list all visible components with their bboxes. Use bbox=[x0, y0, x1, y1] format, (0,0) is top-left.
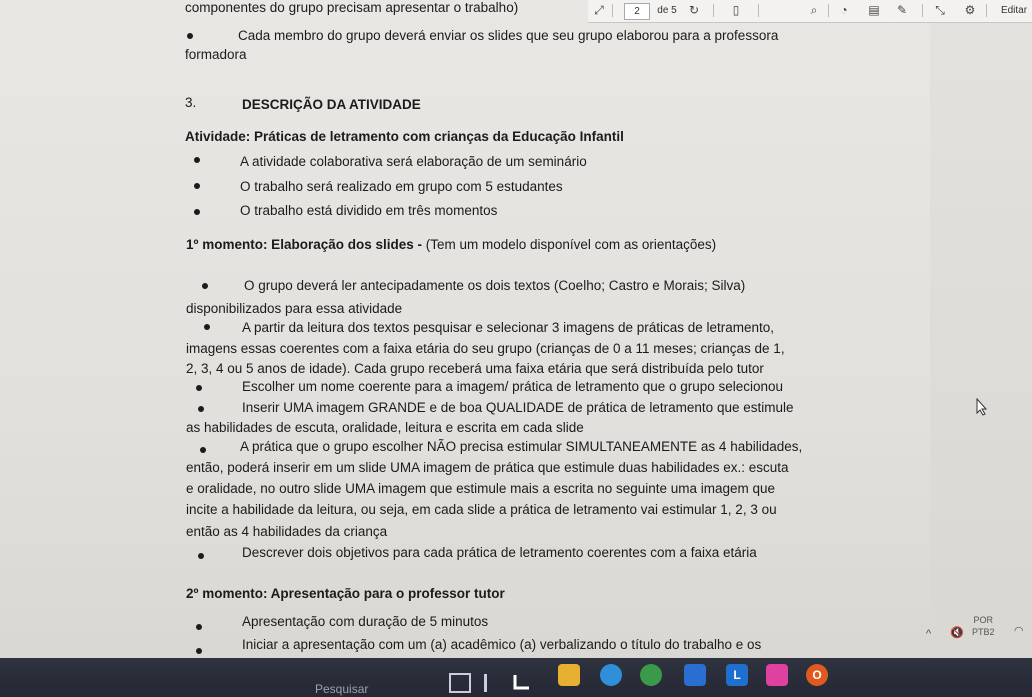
mouse-cursor-icon bbox=[976, 398, 988, 416]
bullet-icon bbox=[194, 183, 200, 189]
taskbar-search-input[interactable]: Pesquisar bbox=[315, 682, 369, 696]
bullet-icon bbox=[204, 324, 210, 330]
doc-text: Cada membro do grupo deverá enviar os slides que seu grupo elaborou para a professora bbox=[238, 28, 779, 43]
office-icon[interactable]: O bbox=[806, 664, 828, 686]
divider bbox=[713, 4, 714, 17]
edit-button[interactable]: Editar bbox=[1000, 5, 1028, 16]
bullet-icon bbox=[198, 553, 204, 559]
page-total: de 5 bbox=[657, 5, 677, 16]
doc-text: Descrever dois objetivos para cada prática de letramento coerentes com a faixa etária bbox=[242, 545, 757, 560]
moment1-rest: (Tem um modelo disponível com as orientações) bbox=[425, 237, 717, 252]
doc-text: incite a habilidade da leitura, ou seja, em cada slide a prática de letramento vai estimular 1, 2, 3 ou bbox=[186, 502, 777, 517]
rotate-icon[interactable]: ↻ bbox=[688, 3, 700, 17]
edge-icon[interactable] bbox=[600, 664, 622, 686]
tray-overflow-chevron-icon[interactable]: ^ bbox=[926, 628, 932, 640]
bullet-icon bbox=[196, 385, 202, 391]
doc-text: e oralidade, no outro slide UMA imagem que estimule mais a escrita no seguinte uma imagem que bbox=[186, 481, 776, 496]
bullet-icon bbox=[194, 157, 200, 163]
doc-text-intro: componentes do grupo precisam apresentar o trabalho) bbox=[185, 0, 519, 15]
divider bbox=[612, 4, 613, 17]
lang-line1: POR bbox=[973, 615, 994, 625]
bullet-icon bbox=[196, 648, 202, 654]
mail-icon[interactable] bbox=[766, 664, 788, 686]
divider bbox=[986, 4, 987, 17]
doc-text: então as 4 habilidades da criança bbox=[186, 524, 388, 539]
lang-line2: PTB2 bbox=[972, 627, 995, 637]
doc-text: Apresentação com duração de 5 minutos bbox=[242, 614, 489, 629]
section-number: 3. bbox=[185, 95, 197, 110]
doc-bullet: A atividade colaborativa será elaboração de um seminário bbox=[240, 154, 587, 169]
moment1-bold: 1º momento: Elaboração dos slides - bbox=[186, 237, 422, 252]
widget-icon[interactable] bbox=[512, 672, 532, 692]
doc-text: Iniciar a apresentação com um (a) acadêmico (a) verbalizando o título do trabalho e os bbox=[242, 637, 762, 652]
moment2-heading: 2º momento: Apresentação para o professor tutor bbox=[186, 586, 505, 601]
wifi-icon[interactable]: ◠ bbox=[1014, 625, 1024, 637]
input-language-indicator[interactable] bbox=[972, 614, 995, 638]
doc-text: imagens essas coerentes com a faixa etária do seu grupo (crianças de 0 a 11 meses; crianças de 1, bbox=[186, 341, 785, 356]
bullet-icon bbox=[200, 447, 206, 453]
doc-text: A partir da leitura dos textos pesquisar e selecionar 3 imagens de práticas de letramento, bbox=[242, 320, 775, 335]
section-title: DESCRIÇÃO DA ATIVIDADE bbox=[242, 97, 421, 112]
bullet-icon bbox=[196, 624, 202, 630]
highlight-icon[interactable]: ✎ bbox=[896, 3, 908, 17]
draw-icon[interactable]: ⤡ bbox=[935, 3, 945, 17]
read-aloud-icon[interactable]: ◔ bbox=[840, 3, 848, 17]
doc-text: disponibilizados para essa atividade bbox=[186, 301, 403, 316]
divider bbox=[758, 4, 759, 17]
doc-text: formadora bbox=[185, 47, 247, 62]
search-icon[interactable]: ⌕ bbox=[810, 3, 818, 17]
mute-icon[interactable]: 🔇 bbox=[950, 627, 964, 639]
doc-text: então, poderá inserir em um slide UMA imagem de prática que estimule duas habilidades ex.: escuta bbox=[186, 460, 789, 475]
settings-icon[interactable]: ⚙ bbox=[964, 3, 976, 17]
divider bbox=[828, 4, 829, 17]
task-view-icon[interactable] bbox=[448, 670, 498, 696]
store-icon[interactable] bbox=[684, 664, 706, 686]
doc-text: 2, 3, 4 ou 5 anos de idade). Cada grupo receberá uma faixa etária que será distribuída pelo tutor bbox=[186, 361, 764, 376]
divider bbox=[922, 4, 923, 17]
doc-bullet: O trabalho está dividido em três momentos bbox=[240, 203, 498, 218]
pdf-toolbar bbox=[588, 0, 1032, 23]
chrome-icon[interactable] bbox=[640, 664, 662, 686]
two-page-icon[interactable]: ▯ bbox=[732, 3, 740, 17]
save-icon[interactable]: ▤ bbox=[868, 3, 880, 17]
fit-page-icon[interactable]: ⤢ bbox=[594, 3, 604, 17]
file-explorer-icon[interactable] bbox=[558, 664, 580, 686]
viewer-background bbox=[930, 0, 1032, 660]
doc-text: Inserir UMA imagem GRANDE e de boa QUALIDADE de prática de letramento que estimule bbox=[242, 400, 794, 415]
doc-text: as habilidades de escuta, oralidade, leitura e escrita em cada slide bbox=[186, 420, 584, 435]
doc-text: Escolher um nome coerente para a imagem/ prática de letramento que o grupo selecionou bbox=[242, 379, 784, 394]
moment1-heading bbox=[186, 236, 716, 253]
bullet-icon bbox=[194, 209, 200, 215]
bullet-icon bbox=[198, 406, 204, 412]
doc-text: A prática que o grupo escolher NÃO precisa estimular SIMULTANEAMENTE as 4 habilidades, bbox=[240, 439, 803, 454]
lync-icon[interactable]: L bbox=[726, 664, 748, 686]
bullet-icon bbox=[202, 283, 208, 289]
bullet-icon bbox=[187, 33, 193, 39]
taskbar bbox=[0, 658, 1032, 697]
page-number-input[interactable]: 2 bbox=[624, 3, 650, 20]
activity-title: Atividade: Práticas de letramento com crianças da Educação Infantil bbox=[185, 129, 624, 144]
doc-bullet: O trabalho será realizado em grupo com 5 estudantes bbox=[240, 179, 563, 194]
doc-text: O grupo deverá ler antecipadamente os dois textos (Coelho; Castro e Morais; Silva) bbox=[244, 278, 746, 293]
